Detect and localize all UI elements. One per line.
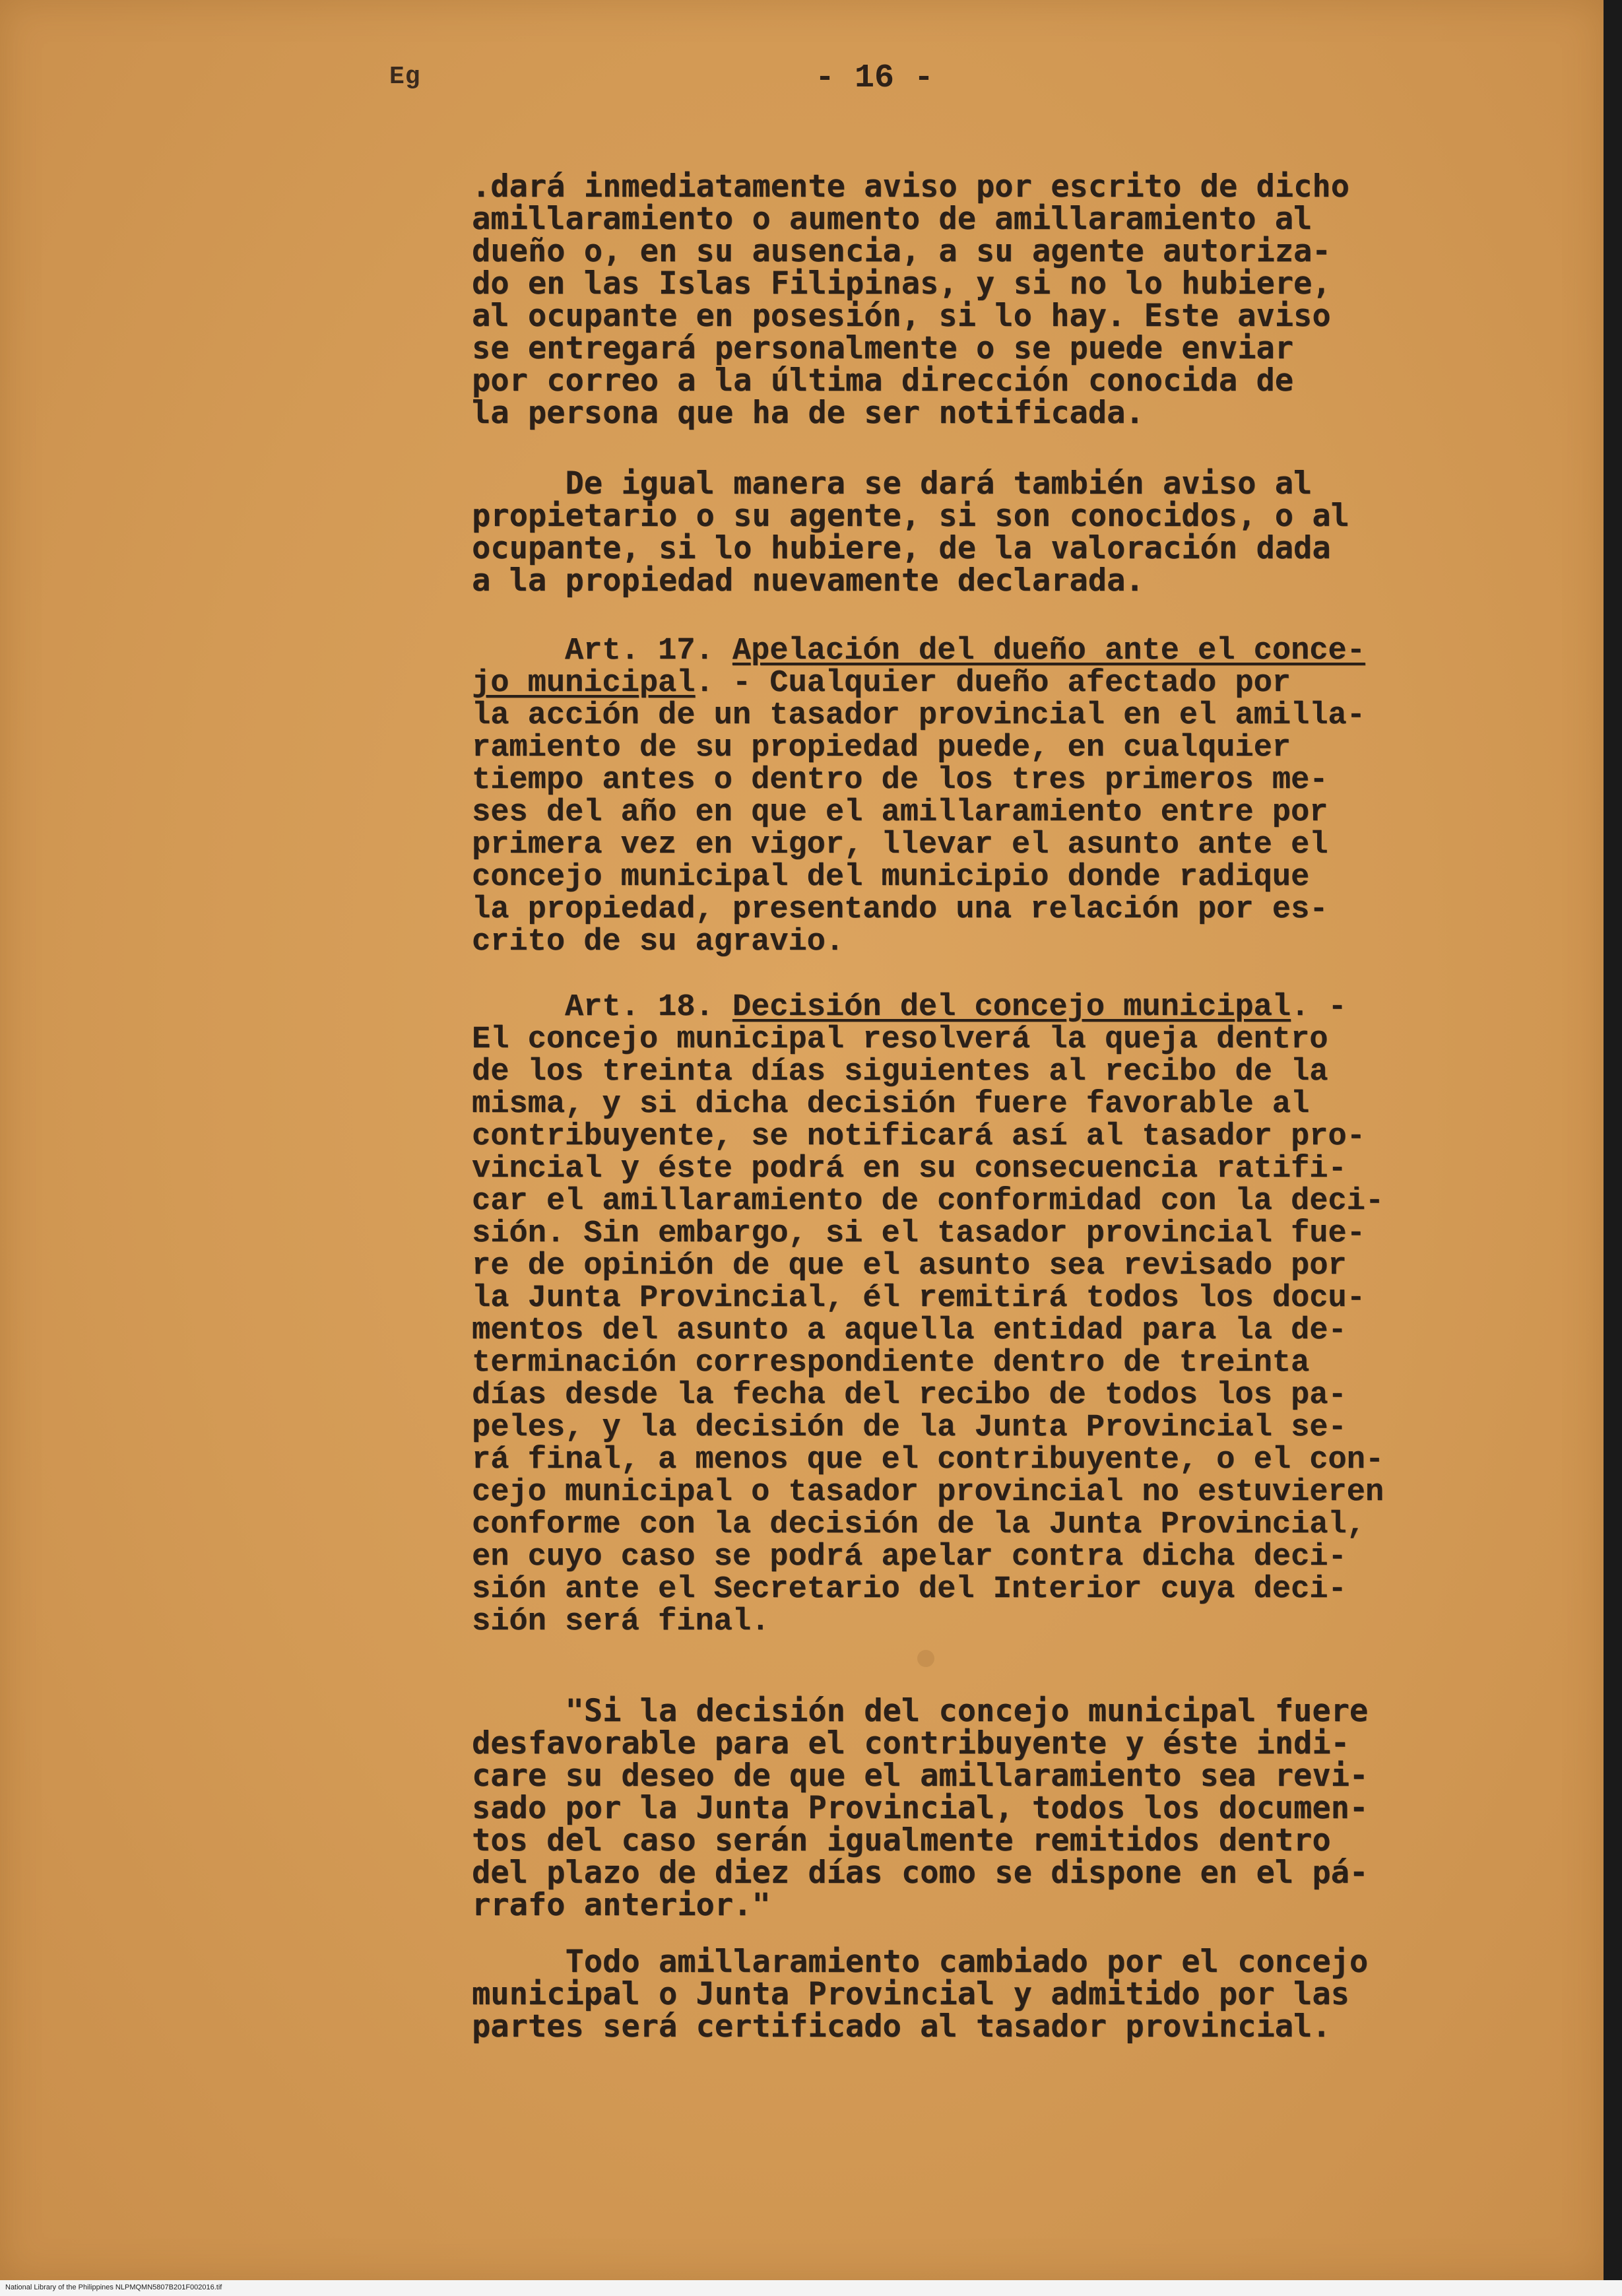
- scan-credit-text: National Library of the Philippines NLPMQMN5807B201F002016.tif: [5, 2283, 222, 2291]
- article-18: [472, 991, 1462, 1638]
- article-17: [472, 635, 1462, 958]
- article-18-label: Art. 18.: [472, 990, 732, 1025]
- article-18-body: El concejo municipal resolverá la queja dentro de los treinta días siguientes al recibo de la misma, y si dicha decisión fuere favorable al contribuyente, se notificará así al tasador pro- vincial y éste podrá en su consecuencia ratifi- car el amillaramiento de conformidad con la deci- sión. Sin embargo, si el tasador provincial fue- re de opinión de que el asunto sea revisado por la Junta Provincial, él remitirá todos los docu- mentos del asunto a aquella entidad para la de- terminación correspondiente dentro de treinta días desde la fecha del recibo de todos los pa- peles, y la decisión de la Junta Provincial se- rá final, a menos que el contribuyente, o el con- cejo municipal o tasador provincial no estuvieren conforme con la decisión de la Junta Provincial, en cuyo caso se podrá apelar contra dicha deci- sión ante el Secretario del Interior cuya deci- sión será final.: [472, 1022, 1384, 1639]
- ink-stain: [917, 1650, 934, 1667]
- paragraph-continued-notice: .dará inmediatamente aviso por escrito de dicho amillaramiento o aumento de amillaramiento al dueño o, en su ausencia, a su agente autoriza- do en las Islas Filipinas, y si no lo hubiere, al ocupante en posesión, si lo hay. Este aviso se entregará personalmente o se puede enviar por correo a la última dirección conocida de la persona que ha de ser notificada.: [472, 168, 1349, 431]
- page-number: - 16 -: [815, 59, 934, 97]
- article-18-title: Decisión del concejo municipal: [732, 990, 1291, 1025]
- article-18-title-tail: . -: [1291, 990, 1347, 1025]
- scan-border-bottom: [0, 2280, 1622, 2296]
- paragraph-final: Todo amillaramiento cambiado por el concejo municipal o Junta Provincial y admitido por las partes será certificado al tasador provincial.: [472, 1944, 1369, 2045]
- article-17-label: Art. 17.: [472, 634, 732, 669]
- paragraph-quoted: "Si la decisión del concejo municipal fuere desfavorable para el contribuyente y éste indi- care su deseo de que el amillaramiento sea revi- sado por la Junta Provincial, todos los documen- tos del caso serán igualmente remitidos dentro del plazo de diez días como se dispone en el pá- rrafo anterior.": [472, 1693, 1369, 1923]
- article-17-body-first: . - Cualquier dueño afectado por: [695, 666, 1291, 701]
- article-17-body: la acción de un tasador provincial en el amilla- ramiento de su propiedad puede, en cualquier tiempo antes o dentro de los tres primeros me- ses del año en que el amillaramiento entre por primera vez en vigor, llevar el asunto ante el concejo municipal del municipio donde radique la propiedad, presentando una relación por es- crito de su agravio.: [472, 698, 1365, 960]
- article-17-title-cont: jo municipal: [472, 666, 696, 701]
- paragraph-notice-owner: De igual manera se dará también aviso al propietario o su agente, si son conocidos, o al ocupante, si lo hubiere, de la valoración dada a la propiedad nuevamente declarada.: [472, 465, 1349, 599]
- scan-border-right: [1604, 0, 1622, 2296]
- article-17-title: Apelación del dueño ante el conce-: [732, 634, 1365, 669]
- page-initials: Eg: [389, 63, 421, 91]
